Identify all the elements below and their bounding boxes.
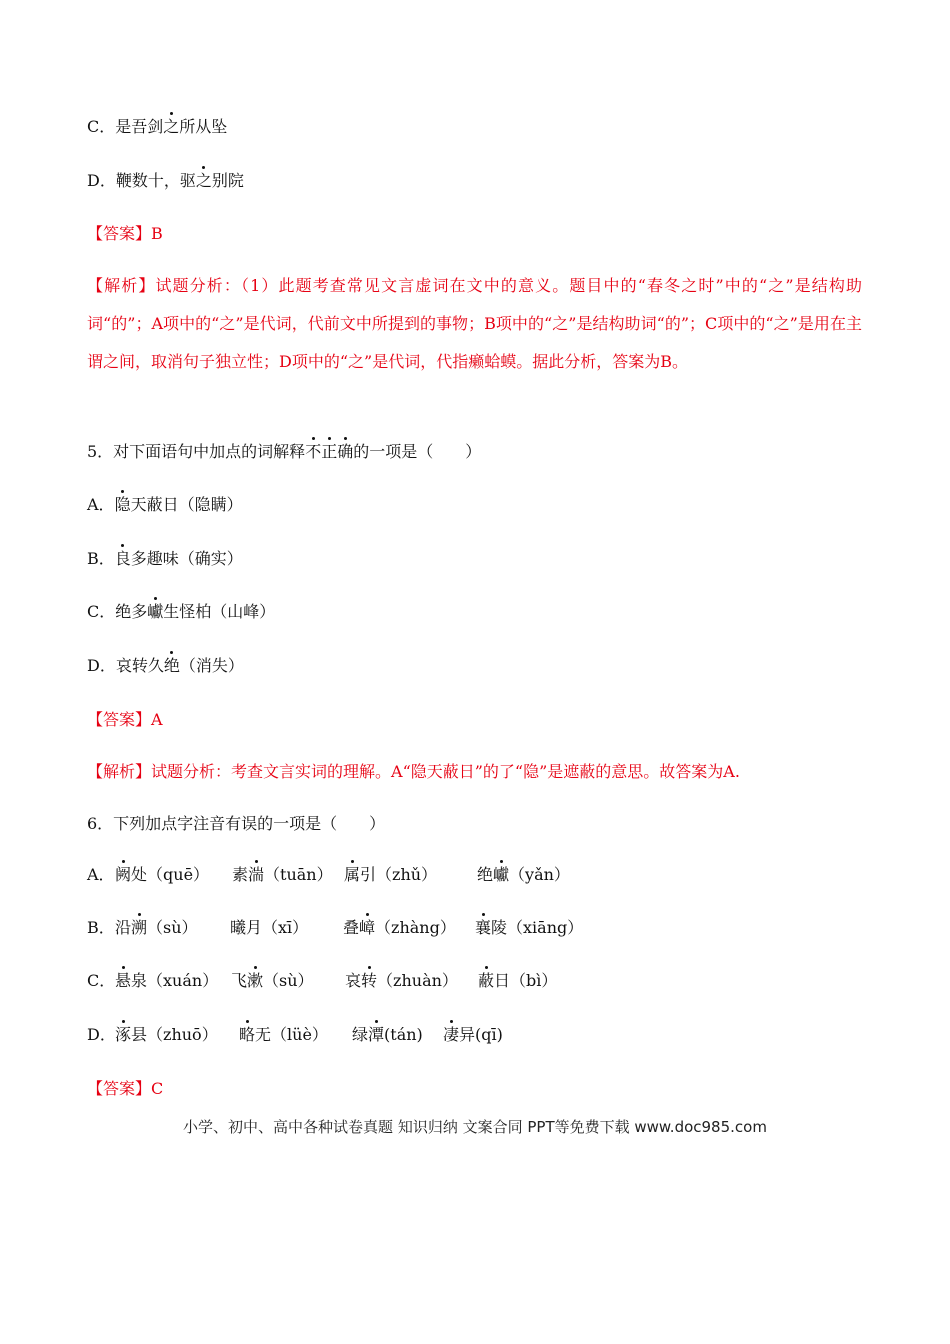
emphasis-dot-char: 转 <box>361 971 378 990</box>
emphasis-dot-char: 溯 <box>131 918 148 937</box>
answer-value: C <box>151 1079 164 1098</box>
emphasis-dot-char: 不 <box>305 442 322 461</box>
emphasis-dot-char: 略 <box>239 1025 256 1044</box>
option-item: 涿县（zhuō） <box>115 1025 218 1044</box>
q5-stem: 5．对下面语句中加点的词解释不正确的一项是（ ） <box>87 442 482 461</box>
answer-tag: 【答案】 <box>87 710 152 729</box>
emphasis-dot-char: 巘 <box>493 865 510 884</box>
emphasis-dot-char: 漱 <box>247 971 264 990</box>
emphasis-dot-char: 嶂 <box>359 918 376 937</box>
option-item: 悬泉（xuán） <box>115 971 219 990</box>
q5-option-c: C．绝多巘生怪柏（山峰） <box>87 602 276 621</box>
emphasis-dot-char: 之 <box>195 171 212 190</box>
analysis-tag: 【解析】 <box>87 762 152 781</box>
q5-option-a: A．隐天蔽日（隐瞒） <box>87 495 243 514</box>
emphasis-dot-char: 悬 <box>115 971 132 990</box>
emphasis-dot-char: 湍 <box>248 865 265 884</box>
emphasis-dot-char: 凄 <box>443 1025 460 1044</box>
q6-option-a: A． 阙处（quē） 素湍（tuān） 属引（zhǔ） 绝巘（yǎn） <box>87 865 570 884</box>
option-item: 叠嶂（zhàng） <box>343 918 456 937</box>
q4-answer <box>87 224 163 244</box>
answer-value: A <box>151 710 163 729</box>
q5-option-b: B．良多趣味（确实） <box>87 549 243 568</box>
emphasis-dot-char: 确 <box>337 442 354 461</box>
option-item: 阙处（quē） <box>115 865 210 884</box>
q6-option-b: B． 沿溯（sù） 曦月（xī） 叠嶂（zhàng） 襄陵（xiāng） <box>87 918 584 937</box>
analysis-text: 试题分析：考查文言实词的理解。A“隐天蔽日”的了“隐”是遮蔽的意思。故答案为A. <box>151 762 740 781</box>
emphasis-dot-char: 涿 <box>115 1025 132 1044</box>
emphasis-dot-char: 蔽 <box>478 971 495 990</box>
q5-analysis <box>87 762 740 782</box>
q5-option-d: D．哀转久绝（消失） <box>87 656 244 675</box>
option-item: 素湍（tuān） <box>232 865 333 884</box>
emphasis-dot-char: 绝 <box>163 656 180 675</box>
page-footer: 小学、初中、高中各种试卷真题 知识归纳 文案合同 PPT等免费下载 www.doc985.com <box>183 1118 767 1136</box>
q4-analysis <box>87 267 862 381</box>
option-item: 哀转（zhuàn） <box>345 971 458 990</box>
option-item: 蔽日（bì） <box>478 971 558 990</box>
q5-answer <box>87 710 163 730</box>
q6-option-d: D． 涿县（zhuō） 略无（lüè） 绿潭(tán) 凄异(qī) <box>87 1025 503 1044</box>
answer-value: B <box>151 224 163 243</box>
emphasis-dot-char: 良 <box>114 549 131 568</box>
emphasis-dot-char: 阙 <box>115 865 132 884</box>
q6-stem: 6．下列加点字注音有误的一项是（ ） <box>87 814 386 833</box>
option-item: 襄陵（xiāng） <box>475 918 584 937</box>
analysis-tag: 【解析】 <box>87 276 156 295</box>
emphasis-dot-char: 隐 <box>114 495 131 514</box>
answer-tag: 【答案】 <box>87 224 152 243</box>
option-item: 凄异(qī) <box>443 1025 503 1044</box>
q6-option-c: C． 悬泉（xuán） 飞漱（sù） 哀转（zhuàn） 蔽日（bì） <box>87 971 558 990</box>
option-item: 绿潭(tán) <box>352 1025 423 1044</box>
option-item: 曦月（xī） <box>230 918 309 937</box>
emphasis-dot-char: 之 <box>163 117 180 136</box>
option-item: 飞漱（sù） <box>231 971 314 990</box>
option-item: 属引（zhǔ） <box>344 865 438 884</box>
option-item: 略无（lüè） <box>239 1025 328 1044</box>
emphasis-dot-char: 襄 <box>475 918 492 937</box>
emphasis-dot-char: 巘 <box>147 602 164 621</box>
q6-answer <box>87 1079 163 1099</box>
emphasis-dot-char: 正 <box>321 442 338 461</box>
emphasis-dot-char: 属 <box>344 865 361 884</box>
q4-option-c: C．是吾剑之所从坠 <box>87 117 228 136</box>
option-item: 绝巘（yǎn） <box>477 865 570 884</box>
answer-tag: 【答案】 <box>87 1079 152 1098</box>
option-item: 沿溯（sù） <box>115 918 198 937</box>
q4-option-d: D．鞭数十，驱之别院 <box>87 171 244 190</box>
emphasis-dot-char: 潭 <box>368 1025 385 1044</box>
analysis-text: 试题分析：（1）此题考查常见文言虚词在文中的意义。题目中的“春冬之时”中的“之”是结构助词“的”；A项中的“之”是代词，代前文中所提到的事物；B项中的“之”是结构助词“的”；C项中的“之”是用在主谓之间，取消句子独立性；D项中的“之”是代词，代指癞蛤蟆。据此分析，答案为B。 <box>87 276 862 371</box>
